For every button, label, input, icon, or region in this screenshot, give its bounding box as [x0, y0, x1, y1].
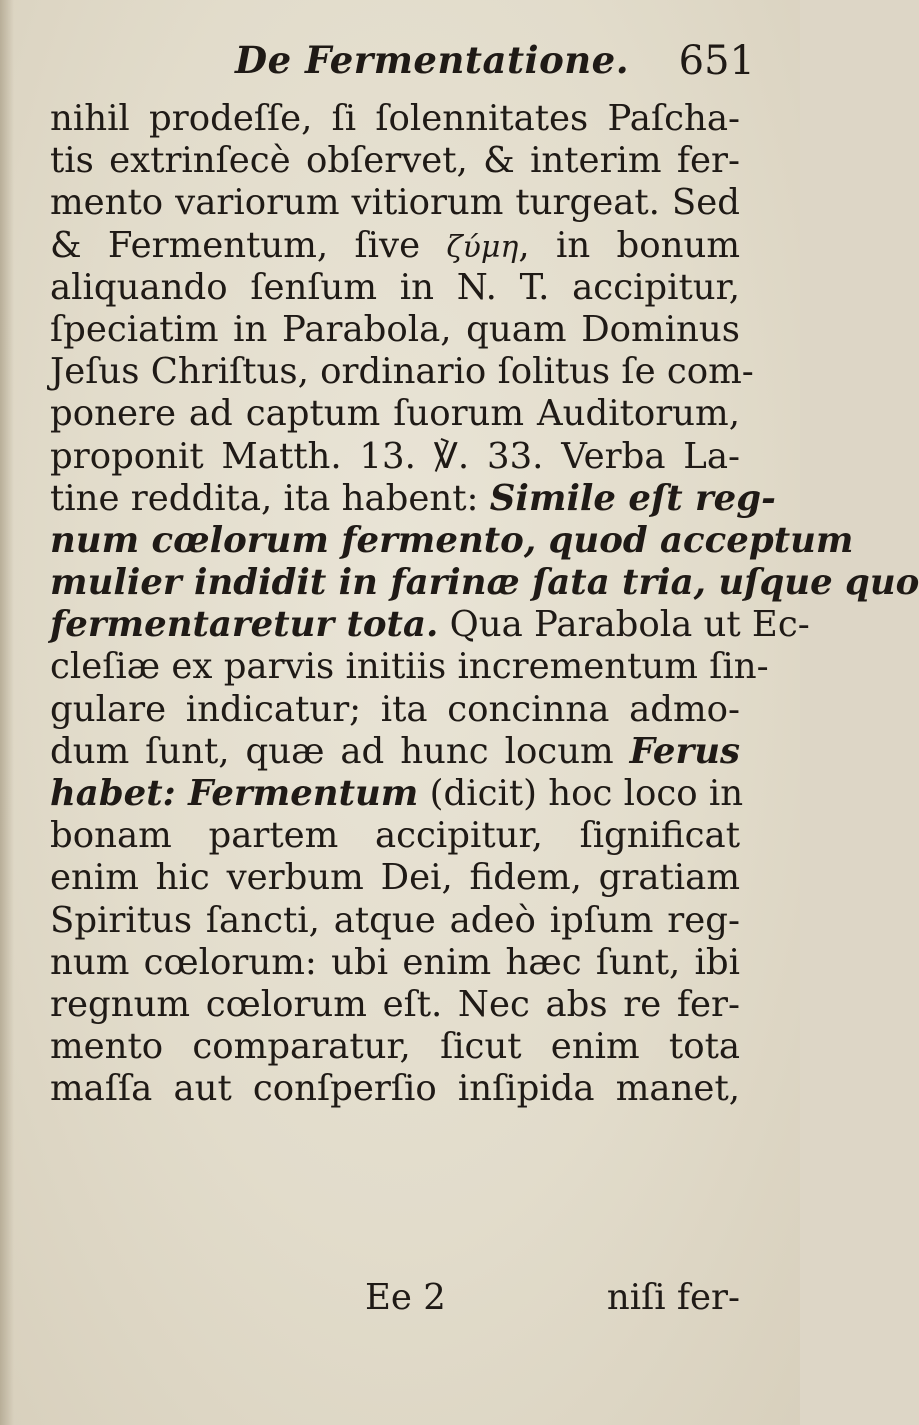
text-line-italic: num cœlorum fermento, quod acceptum	[50, 519, 854, 561]
text-line: regnum cœlorum eſt. Nec abs re fer-	[50, 983, 740, 1025]
text-line: proponit Matth. 13. ℣. 33. Verba La-	[50, 435, 740, 477]
italic-quotation: Simile eſt reg-	[489, 477, 776, 519]
text-line: mento variorum vitiorum turgeat. Sed	[50, 182, 740, 224]
text-line: ponere ad captum ſuorum Auditorum,	[50, 393, 740, 435]
text-line: tine reddita, ita habent: Simile eſt reg-	[50, 477, 776, 519]
text-line: ſpeciatim in Parabola, quam Dominus	[50, 308, 740, 350]
text-line-italic: mulier indidit in farinæ ſata tria, uſque quo	[50, 562, 919, 604]
body-text	[50, 98, 919, 1111]
gutter-shadow	[0, 0, 14, 1425]
text-line: mento comparatur, ſicut enim tota	[50, 1026, 740, 1068]
text-line: habet: Fermentum (dicit) hoc loco in	[50, 773, 744, 814]
text-line: gulare indicatur; ita concinna admo-	[50, 688, 740, 730]
text-line: num cœlorum: ubi enim hæc ſunt, ibi	[50, 941, 740, 983]
page-number: 651	[678, 38, 755, 84]
running-title: De Fermentatione.	[235, 38, 630, 82]
page-footer	[50, 1277, 740, 1327]
catchword: niſi fer-	[606, 1277, 740, 1318]
italic-quotation: fermentaretur tota.	[50, 604, 439, 646]
greek-word: ζύμη	[446, 229, 519, 265]
text-line: tis extrinſecè obſervet, & interim fer-	[50, 140, 740, 182]
text-line: Spiritus ſancti, atque adeò ipſum reg-	[50, 899, 740, 941]
text-line: enim hic verbum Dei, fidem, gratiam	[50, 857, 740, 899]
italic-quotation: habet: Fermentum	[50, 773, 419, 814]
italic-author-name: Ferus	[629, 730, 740, 772]
text-line: fermentaretur tota. Qua Parabola ut Ec-	[50, 604, 810, 646]
text-line: nihil prodeſſe, ſi ſolennitates Paſcha-	[50, 98, 740, 139]
text-line: cleſiæ ex parvis initiis incrementum ſin-	[50, 646, 769, 688]
text-line: Jeſus Chriſtus, ordinario ſolitus ſe com-	[50, 351, 754, 393]
text-line: dum ſunt, quæ ad hunc locum Ferus	[50, 730, 740, 772]
text-line: & Fermentum, ſive ζύμη, in bonum	[50, 224, 741, 266]
page-header	[235, 38, 755, 98]
signature-mark: Ee 2	[365, 1277, 446, 1318]
text-line: bonam partem accipitur, ſignificat	[50, 815, 740, 857]
text-line: maſſa aut conſperſio inſipida manet,	[50, 1068, 740, 1110]
text-line: aliquando ſenſum in N. T. accipitur,	[50, 266, 740, 308]
